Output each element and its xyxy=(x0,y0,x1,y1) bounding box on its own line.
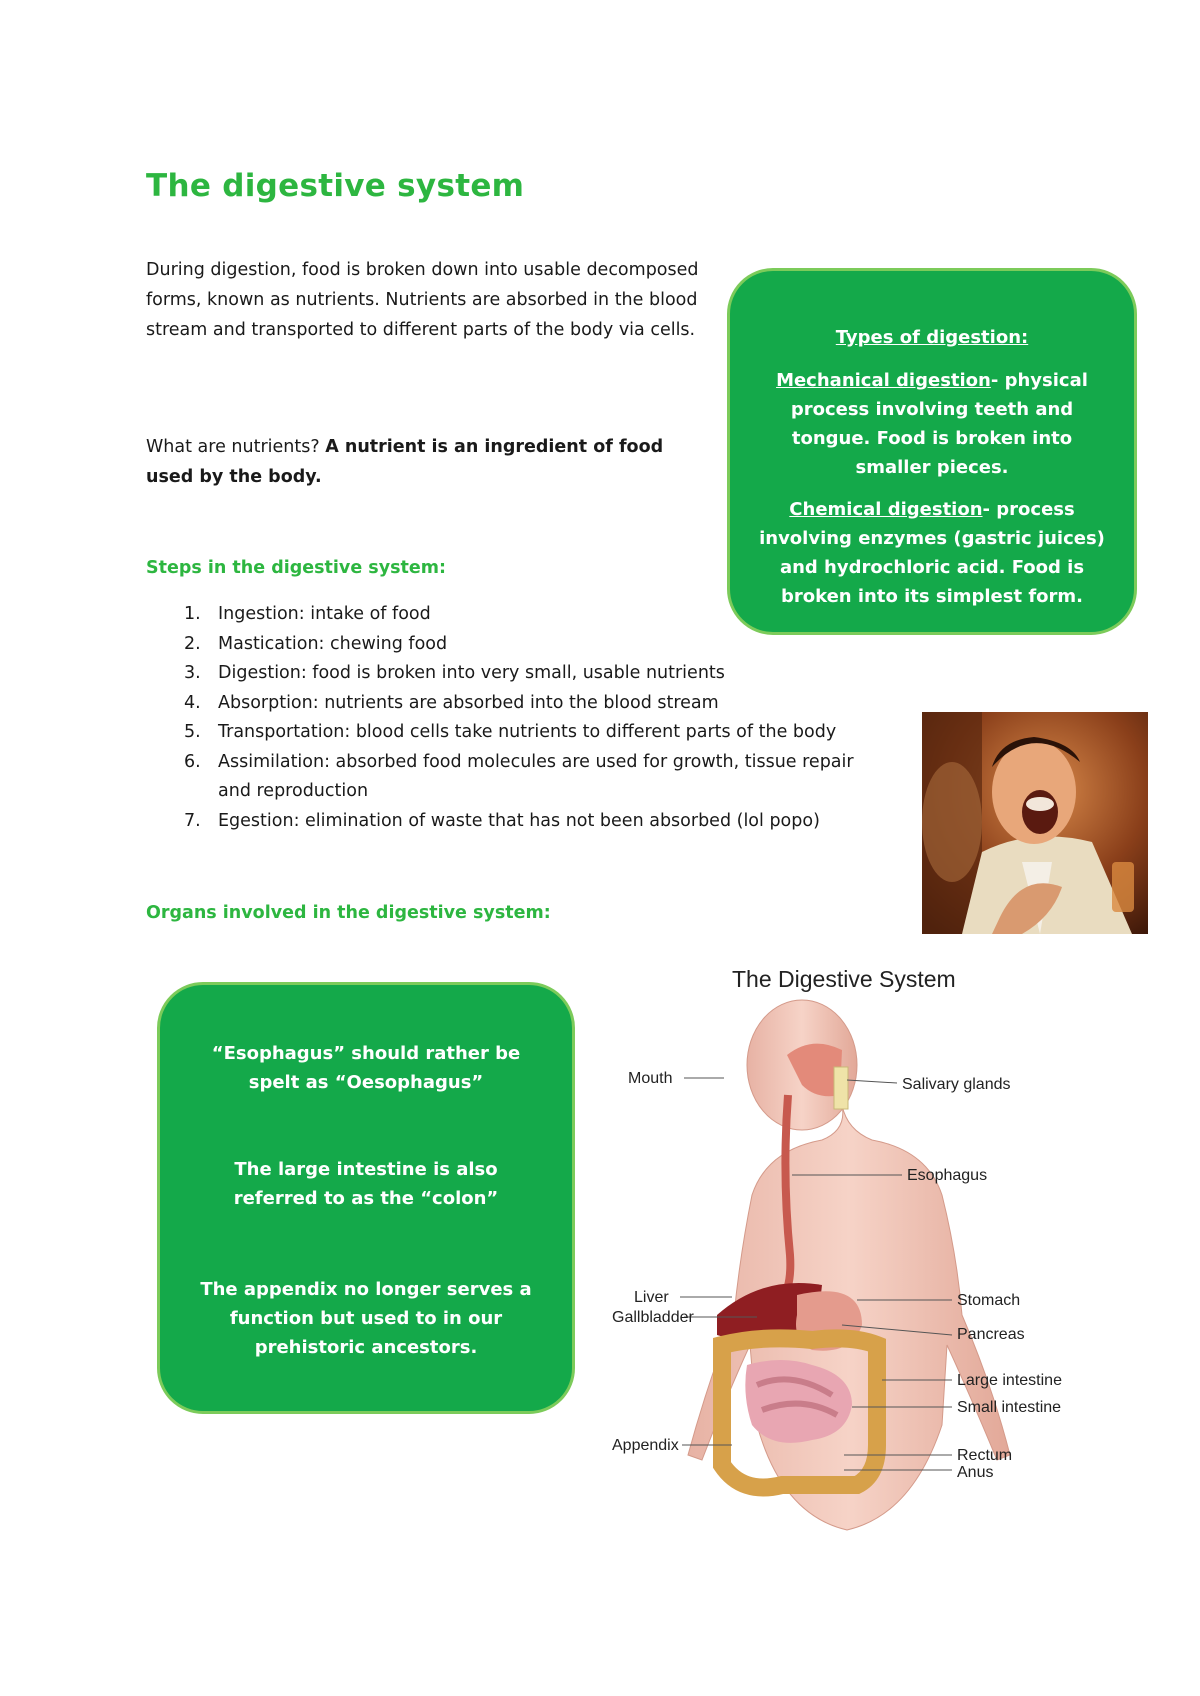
step-text: Egestion: elimination of waste that has not been absorbed (lol popo) xyxy=(218,810,820,831)
label-large-intestine: Large intestine xyxy=(957,1372,1062,1389)
answer-text: A nutrient is an ingredient of food used by the body. xyxy=(146,437,664,487)
list-item xyxy=(170,748,858,807)
label-gallbladder: Gallbladder xyxy=(612,1309,694,1326)
diagram-title: The Digestive System xyxy=(732,966,956,992)
step-text: Transportation: blood cells take nutrients to different parts of the body xyxy=(218,722,837,742)
note-esophagus: “Esophagus” should rather be spelt as “Oesophagus” xyxy=(211,1043,521,1093)
organs-heading: Organs involved in the digestive system: xyxy=(146,903,551,923)
step-number: 2. xyxy=(184,633,201,654)
note-colon: The large intestine is also referred to as the “colon” xyxy=(233,1159,499,1209)
label-salivary-glands: Salivary glands xyxy=(902,1076,1011,1093)
types-heading: Types of digestion: xyxy=(835,327,1029,348)
laughing-man-photo xyxy=(922,712,1148,934)
mechanical-term: Mechanical digestion xyxy=(776,370,991,391)
step-number: 6. xyxy=(184,751,201,772)
chemical-desc: - process involving enzymes (gastric juices) and hydrochloric acid. Food is broken into its simplest form. xyxy=(759,499,1105,607)
list-item xyxy=(170,689,890,719)
intro-paragraph: During digestion, food is broken down into usable decomposed forms, known as nutrients. Nutrients are absorbed in the blood stream and transported to different parts of the body via cells. xyxy=(146,260,699,340)
label-pancreas: Pancreas xyxy=(957,1326,1025,1343)
step-number: 7. xyxy=(184,810,201,831)
label-esophagus: Esophagus xyxy=(907,1167,988,1184)
label-mouth: Mouth xyxy=(628,1070,673,1087)
page-title: The digestive system xyxy=(146,168,525,204)
list-item xyxy=(170,807,890,837)
step-number: 5. xyxy=(184,722,201,742)
label-rectum: Rectum xyxy=(957,1447,1013,1464)
digestive-system-diagram xyxy=(612,955,1112,1535)
label-stomach: Stomach xyxy=(957,1292,1021,1309)
label-liver: Liver xyxy=(634,1289,669,1306)
chemical-term: Chemical digestion xyxy=(789,499,983,520)
list-item xyxy=(170,718,890,748)
step-text: Absorption: nutrients are absorbed into the blood stream xyxy=(218,692,719,713)
list-item xyxy=(170,659,890,689)
question-text: What are nutrients? xyxy=(146,437,320,457)
notes-box xyxy=(157,982,575,1414)
step-number: 1. xyxy=(184,604,201,624)
steps-list xyxy=(170,600,890,836)
mechanical-desc: - physical process involving teeth and tongue. Food is broken into smaller pieces. xyxy=(790,370,1088,478)
nutrient-question xyxy=(146,432,716,492)
types-of-digestion-box xyxy=(727,268,1137,635)
note-appendix: The appendix no longer serves a function but used to in our prehistoric ancestors. xyxy=(200,1279,532,1358)
label-anus: Anus xyxy=(957,1464,994,1481)
step-number: 3. xyxy=(184,663,201,683)
steps-heading: Steps in the digestive system: xyxy=(146,558,446,578)
step-text: Ingestion: intake of food xyxy=(218,604,431,624)
step-number: 4. xyxy=(184,692,201,713)
label-appendix: Appendix xyxy=(612,1437,679,1454)
step-text: Assimilation: absorbed food molecules are used for growth, tissue repair and reproduction xyxy=(218,751,854,801)
step-text: Mastication: chewing food xyxy=(218,633,448,654)
label-small-intestine: Small intestine xyxy=(957,1399,1062,1416)
step-text: Digestion: food is broken into very small, usable nutrients xyxy=(218,663,725,683)
